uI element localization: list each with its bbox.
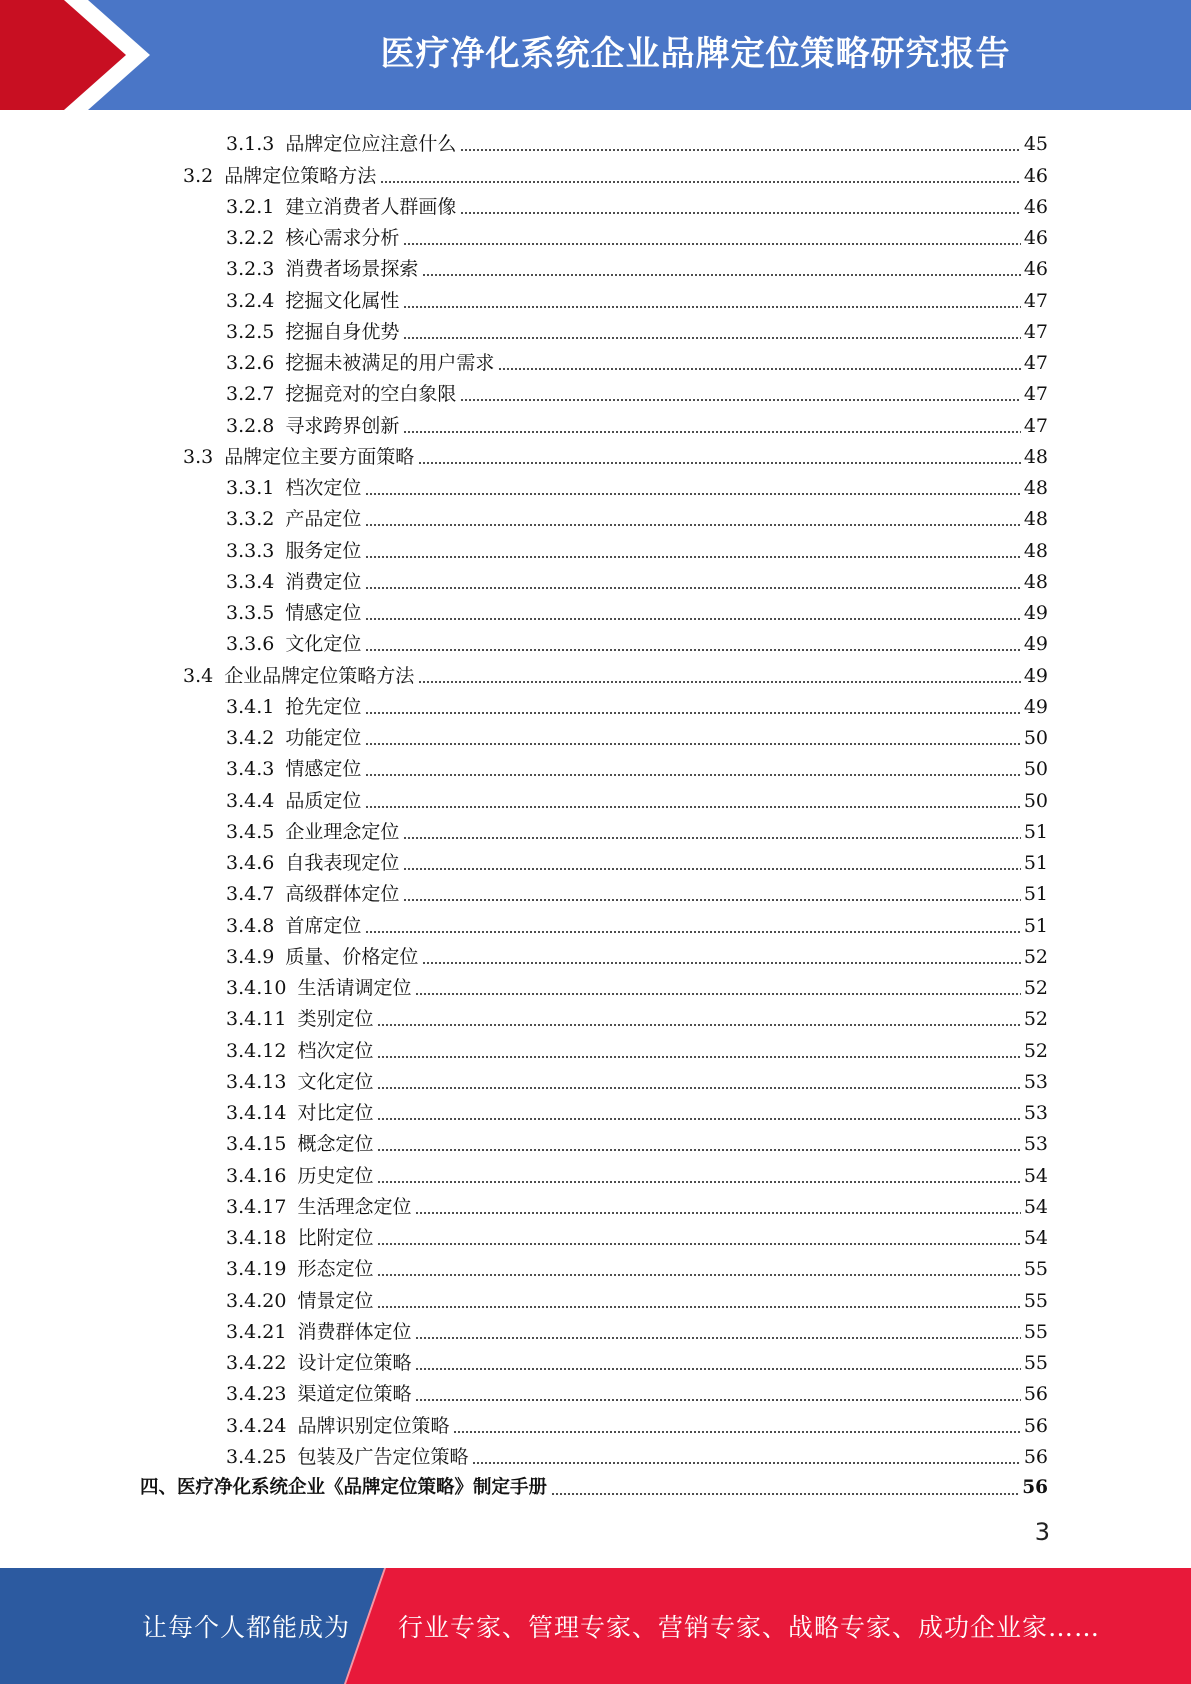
toc-entry-title: 情感定位	[285, 602, 362, 624]
toc-dot-leader	[377, 1149, 1020, 1151]
toc-entry[interactable]	[140, 1472, 1048, 1503]
toc-entry-number: 四、	[140, 1477, 178, 1498]
toc-dot-leader	[365, 931, 1020, 933]
toc-entry-title: 档次定位	[297, 1039, 374, 1062]
toc-entry-title: 档次定位	[285, 477, 362, 499]
toc-entry[interactable]	[140, 378, 1048, 409]
page-number: 3	[1034, 1518, 1050, 1546]
toc-dot-leader	[377, 1274, 1020, 1276]
toc-dot-leader	[365, 556, 1020, 558]
toc-entry-title: 品牌识别定位策略	[297, 1414, 450, 1437]
toc-entry-page: 55	[1023, 1258, 1048, 1281]
toc-entry-page: 48	[1023, 445, 1048, 468]
toc-entry-page: 52	[1023, 977, 1048, 999]
toc-entry[interactable]	[140, 1159, 1048, 1190]
toc-entry-page: 56	[1022, 1477, 1048, 1498]
toc-dot-leader	[403, 868, 1020, 870]
toc-entry[interactable]	[140, 253, 1048, 284]
page-footer	[0, 1568, 1191, 1684]
toc-entry-number: 3.1.3	[226, 133, 275, 156]
toc-entry-number: 3.4.21	[226, 1320, 287, 1343]
toc-entry-title: 品牌定位主要方面策略	[224, 445, 415, 468]
toc-dot-leader	[453, 1431, 1020, 1433]
toc-entry-number: 3.4.16	[226, 1164, 287, 1187]
toc-entry[interactable]	[140, 159, 1048, 190]
toc-entry-page: 46	[1023, 227, 1048, 249]
toc-entry-number: 3.4	[183, 664, 214, 687]
toc-dot-leader	[377, 1306, 1020, 1308]
toc-entry-number: 3.4.6	[226, 852, 275, 874]
toc-entry-title: 类别定位	[297, 1008, 374, 1031]
toc-entry-title: 生活理念定位	[297, 1195, 412, 1218]
toc-entry[interactable]	[140, 284, 1048, 315]
toc-entry-title: 首席定位	[285, 914, 362, 937]
toc-entry[interactable]	[140, 816, 1048, 847]
toc-entry-page: 54	[1023, 1195, 1048, 1218]
toc-entry-page: 56	[1023, 1445, 1048, 1468]
toc-entry-title: 文化定位	[285, 633, 362, 656]
toc-entry-number: 3.2.1	[226, 195, 275, 218]
toc-entry-title: 渠道定位策略	[297, 1383, 412, 1406]
toc-entry-page: 47	[1023, 414, 1048, 437]
toc-entry[interactable]	[140, 847, 1048, 878]
page-header	[0, 0, 1191, 110]
toc-entry-number: 3.4.23	[226, 1383, 287, 1406]
toc-dot-leader	[365, 806, 1020, 808]
toc-dot-leader	[365, 712, 1020, 714]
toc-entry[interactable]	[140, 659, 1048, 690]
toc-entry-title: 比附定位	[297, 1227, 374, 1249]
toc-entry-number: 3.2.8	[226, 414, 275, 437]
toc-entry-number: 3.2	[183, 164, 214, 187]
toc-entry-number: 3.3.3	[226, 539, 275, 562]
toc-entry-number: 3.4.24	[226, 1414, 287, 1437]
toc-entry-number: 3.3	[183, 445, 214, 468]
toc-entry[interactable]	[140, 472, 1048, 503]
toc-entry-title: 寻求跨界创新	[285, 414, 400, 437]
toc-entry-title: 挖掘自身优势	[285, 320, 400, 343]
table-of-contents	[140, 128, 1048, 1503]
toc-dot-leader	[365, 587, 1020, 589]
toc-entry-title: 消费者场景探索	[285, 258, 419, 281]
toc-dot-leader	[365, 774, 1020, 776]
toc-entry-title: 生活请调定位	[297, 977, 412, 999]
toc-entry-title: 情感定位	[285, 758, 362, 781]
toc-entry[interactable]	[140, 1066, 1048, 1097]
toc-entry-number: 3.3.4	[226, 570, 275, 593]
toc-entry-page: 48	[1023, 477, 1048, 499]
toc-entry-title: 企业理念定位	[285, 820, 400, 843]
toc-entry[interactable]	[140, 878, 1048, 909]
toc-entry-number: 3.4.3	[226, 758, 275, 781]
toc-dot-leader	[460, 149, 1020, 151]
toc-dot-leader	[377, 1056, 1020, 1058]
toc-entry-number: 3.4.9	[226, 945, 275, 968]
toc-entry-number: 3.4.25	[226, 1445, 287, 1468]
toc-entry-page: 49	[1023, 664, 1048, 687]
toc-entry[interactable]	[140, 784, 1048, 815]
toc-entry-page: 47	[1023, 320, 1048, 343]
toc-entry-title: 设计定位策略	[297, 1352, 412, 1374]
toc-entry-page: 56	[1023, 1414, 1048, 1437]
toc-entry[interactable]	[140, 1284, 1048, 1315]
toc-dot-leader	[365, 618, 1020, 620]
toc-entry[interactable]	[140, 222, 1048, 253]
toc-entry-title: 产品定位	[285, 508, 362, 531]
toc-dot-leader	[377, 1087, 1020, 1089]
toc-entry-number: 3.2.2	[226, 227, 275, 249]
toc-entry-title: 对比定位	[297, 1102, 374, 1124]
toc-entry-page: 53	[1023, 1133, 1048, 1156]
toc-entry-title: 功能定位	[285, 727, 362, 749]
toc-dot-leader	[403, 899, 1020, 901]
toc-entry-page: 48	[1023, 570, 1048, 593]
toc-entry-page: 53	[1023, 1102, 1048, 1124]
toc-entry-page: 49	[1023, 633, 1048, 656]
toc-entry-number: 3.4.4	[226, 789, 275, 812]
toc-entry-number: 3.4.20	[226, 1289, 287, 1312]
toc-entry-title: 高级群体定位	[285, 883, 400, 906]
toc-entry-page: 55	[1023, 1320, 1048, 1343]
toc-entry-number: 3.4.11	[226, 1008, 287, 1031]
toc-dot-leader	[460, 399, 1020, 401]
toc-entry-number: 3.3.2	[226, 508, 275, 531]
toc-entry-number: 3.4.17	[226, 1195, 287, 1218]
toc-entry-page: 46	[1023, 195, 1048, 218]
toc-entry[interactable]	[140, 128, 1048, 159]
toc-entry-page: 52	[1023, 1039, 1048, 1062]
toc-entry-number: 3.4.5	[226, 820, 275, 843]
toc-dot-leader	[415, 1337, 1020, 1339]
toc-entry-page: 48	[1023, 508, 1048, 531]
toc-entry-page: 51	[1023, 914, 1048, 937]
toc-entry-page: 51	[1023, 883, 1048, 906]
toc-dot-leader	[365, 524, 1020, 526]
footer-slogan-right: 行业专家、管理专家、营销专家、战略专家、成功企业家……	[398, 1613, 1101, 1642]
toc-dot-leader	[403, 243, 1020, 245]
toc-entry-title: 形态定位	[297, 1258, 374, 1281]
toc-entry[interactable]	[140, 1222, 1048, 1253]
toc-entry-page: 50	[1023, 789, 1048, 812]
toc-dot-leader	[422, 962, 1020, 964]
toc-entry-title: 自我表现定位	[285, 852, 400, 874]
toc-entry-page: 56	[1023, 1383, 1048, 1406]
toc-entry[interactable]	[140, 597, 1048, 628]
toc-entry-title: 文化定位	[297, 1070, 374, 1093]
toc-entry-number: 3.3.6	[226, 633, 275, 656]
toc-entry[interactable]	[140, 941, 1048, 972]
toc-dot-leader	[460, 212, 1020, 214]
toc-entry-title: 建立消费者人群画像	[285, 195, 457, 218]
toc-entry-page: 47	[1023, 383, 1048, 406]
toc-entry[interactable]	[140, 1003, 1048, 1034]
toc-dot-leader	[551, 1493, 1019, 1495]
toc-entry-page: 52	[1023, 945, 1048, 968]
toc-entry-page: 48	[1023, 539, 1048, 562]
toc-dot-leader	[403, 337, 1020, 339]
toc-entry[interactable]	[140, 1409, 1048, 1440]
toc-entry-page: 45	[1023, 133, 1048, 156]
toc-entry-page: 46	[1023, 258, 1048, 281]
toc-entry-title: 挖掘未被满足的用户需求	[285, 352, 495, 374]
toc-entry-page: 54	[1023, 1227, 1048, 1249]
toc-entry-number: 3.4.1	[226, 695, 275, 718]
toc-entry-page: 55	[1023, 1352, 1048, 1374]
toc-entry[interactable]	[140, 1316, 1048, 1347]
toc-entry-number: 3.4.22	[226, 1352, 287, 1374]
toc-entry[interactable]	[140, 1034, 1048, 1065]
toc-entry[interactable]	[140, 534, 1048, 565]
toc-entry[interactable]	[140, 691, 1048, 722]
toc-dot-leader	[403, 837, 1020, 839]
toc-entry[interactable]	[140, 1441, 1048, 1472]
toc-entry-title: 情景定位	[297, 1289, 374, 1312]
toc-dot-leader	[380, 181, 1021, 183]
toc-entry-number: 3.4.14	[226, 1102, 287, 1124]
report-title: 医疗净化系统企业品牌定位策略研究报告	[380, 34, 1011, 74]
toc-entry-number: 3.4.18	[226, 1227, 287, 1249]
toc-dot-leader	[418, 681, 1021, 683]
toc-dot-leader	[498, 368, 1020, 370]
toc-entry[interactable]	[140, 347, 1048, 378]
toc-entry-number: 3.3.1	[226, 477, 275, 499]
toc-entry-title: 消费群体定位	[297, 1320, 412, 1343]
toc-dot-leader	[415, 1368, 1020, 1370]
toc-dot-leader	[377, 1118, 1020, 1120]
toc-entry-page: 53	[1023, 1070, 1048, 1093]
toc-entry-page: 50	[1023, 758, 1048, 781]
toc-entry-number: 3.4.10	[226, 977, 287, 999]
toc-entry[interactable]	[140, 503, 1048, 534]
toc-entry[interactable]	[140, 1347, 1048, 1378]
toc-entry[interactable]	[140, 316, 1048, 347]
toc-entry-number: 3.2.7	[226, 383, 275, 406]
toc-entry-page: 49	[1023, 695, 1048, 718]
toc-dot-leader	[472, 1462, 1020, 1464]
toc-dot-leader	[403, 431, 1020, 433]
toc-entry-title: 核心需求分析	[285, 227, 400, 249]
toc-entry-title: 挖掘竞对的空白象限	[285, 383, 457, 406]
toc-entry-title: 品牌定位策略方法	[224, 164, 377, 187]
toc-entry-page: 49	[1023, 602, 1048, 624]
toc-entry[interactable]	[140, 753, 1048, 784]
header-arrow-red	[0, 0, 126, 110]
toc-entry[interactable]	[140, 972, 1048, 1003]
toc-entry[interactable]	[140, 191, 1048, 222]
toc-entry-number: 3.2.5	[226, 320, 275, 343]
toc-entry[interactable]	[140, 1191, 1048, 1222]
toc-entry-number: 3.3.5	[226, 602, 275, 624]
toc-entry-number: 3.4.15	[226, 1133, 287, 1156]
toc-entry[interactable]	[140, 1097, 1048, 1128]
toc-entry-number: 3.2.4	[226, 289, 275, 312]
toc-dot-leader	[422, 274, 1020, 276]
toc-entry-number: 3.2.6	[226, 352, 275, 374]
toc-entry-page: 52	[1023, 1008, 1048, 1031]
toc-entry-title: 品牌定位应注意什么	[285, 133, 457, 156]
toc-entry[interactable]	[140, 628, 1048, 659]
toc-entry[interactable]	[140, 441, 1048, 472]
toc-dot-leader	[365, 493, 1020, 495]
toc-entry-title: 质量、价格定位	[285, 945, 419, 968]
toc-entry-page: 51	[1023, 820, 1048, 843]
toc-entry-page: 55	[1023, 1289, 1048, 1312]
toc-entry-title: 挖掘文化属性	[285, 289, 400, 312]
toc-dot-leader	[415, 993, 1020, 995]
toc-entry[interactable]	[140, 722, 1048, 753]
toc-entry-number: 3.4.8	[226, 914, 275, 937]
toc-dot-leader	[403, 306, 1020, 308]
toc-dot-leader	[377, 1181, 1020, 1183]
toc-entry-title: 企业品牌定位策略方法	[224, 664, 415, 687]
toc-entry-page: 50	[1023, 727, 1048, 749]
toc-entry-title: 包装及广告定位策略	[297, 1445, 469, 1468]
toc-entry-number: 3.4.2	[226, 727, 275, 749]
toc-entry-number: 3.2.3	[226, 258, 275, 281]
toc-entry-title: 品质定位	[285, 789, 362, 812]
toc-dot-leader	[418, 462, 1021, 464]
toc-entry-page: 47	[1023, 352, 1048, 374]
toc-entry-title: 抢先定位	[285, 695, 362, 718]
toc-entry-page: 51	[1023, 852, 1048, 874]
toc-entry-title: 消费定位	[285, 570, 362, 593]
toc-entry-title: 服务定位	[285, 539, 362, 562]
toc-entry-title: 历史定位	[297, 1164, 374, 1187]
footer-slogan-left: 让每个人都能成为	[142, 1613, 351, 1642]
toc-entry-page: 54	[1023, 1164, 1048, 1187]
toc-dot-leader	[415, 1399, 1020, 1401]
toc-entry[interactable]	[140, 566, 1048, 597]
toc-entry[interactable]	[140, 1253, 1048, 1284]
toc-entry-title: 医疗净化系统企业《品牌定位策略》制定手册	[177, 1477, 548, 1498]
toc-entry-number: 3.4.12	[226, 1039, 287, 1062]
toc-dot-leader	[377, 1024, 1020, 1026]
toc-entry-number: 3.4.19	[226, 1258, 287, 1281]
toc-entry-page: 47	[1023, 289, 1048, 312]
toc-dot-leader	[415, 1212, 1020, 1214]
toc-entry-number: 3.4.7	[226, 883, 275, 906]
toc-dot-leader	[365, 743, 1020, 745]
toc-entry[interactable]	[140, 1128, 1048, 1159]
toc-entry-number: 3.4.13	[226, 1070, 287, 1093]
toc-entry-page: 46	[1023, 164, 1048, 187]
toc-dot-leader	[365, 649, 1020, 651]
toc-dot-leader	[377, 1243, 1020, 1245]
toc-entry-title: 概念定位	[297, 1133, 374, 1156]
toc-entry[interactable]	[140, 1378, 1048, 1409]
toc-entry[interactable]	[140, 909, 1048, 940]
toc-entry[interactable]	[140, 409, 1048, 440]
